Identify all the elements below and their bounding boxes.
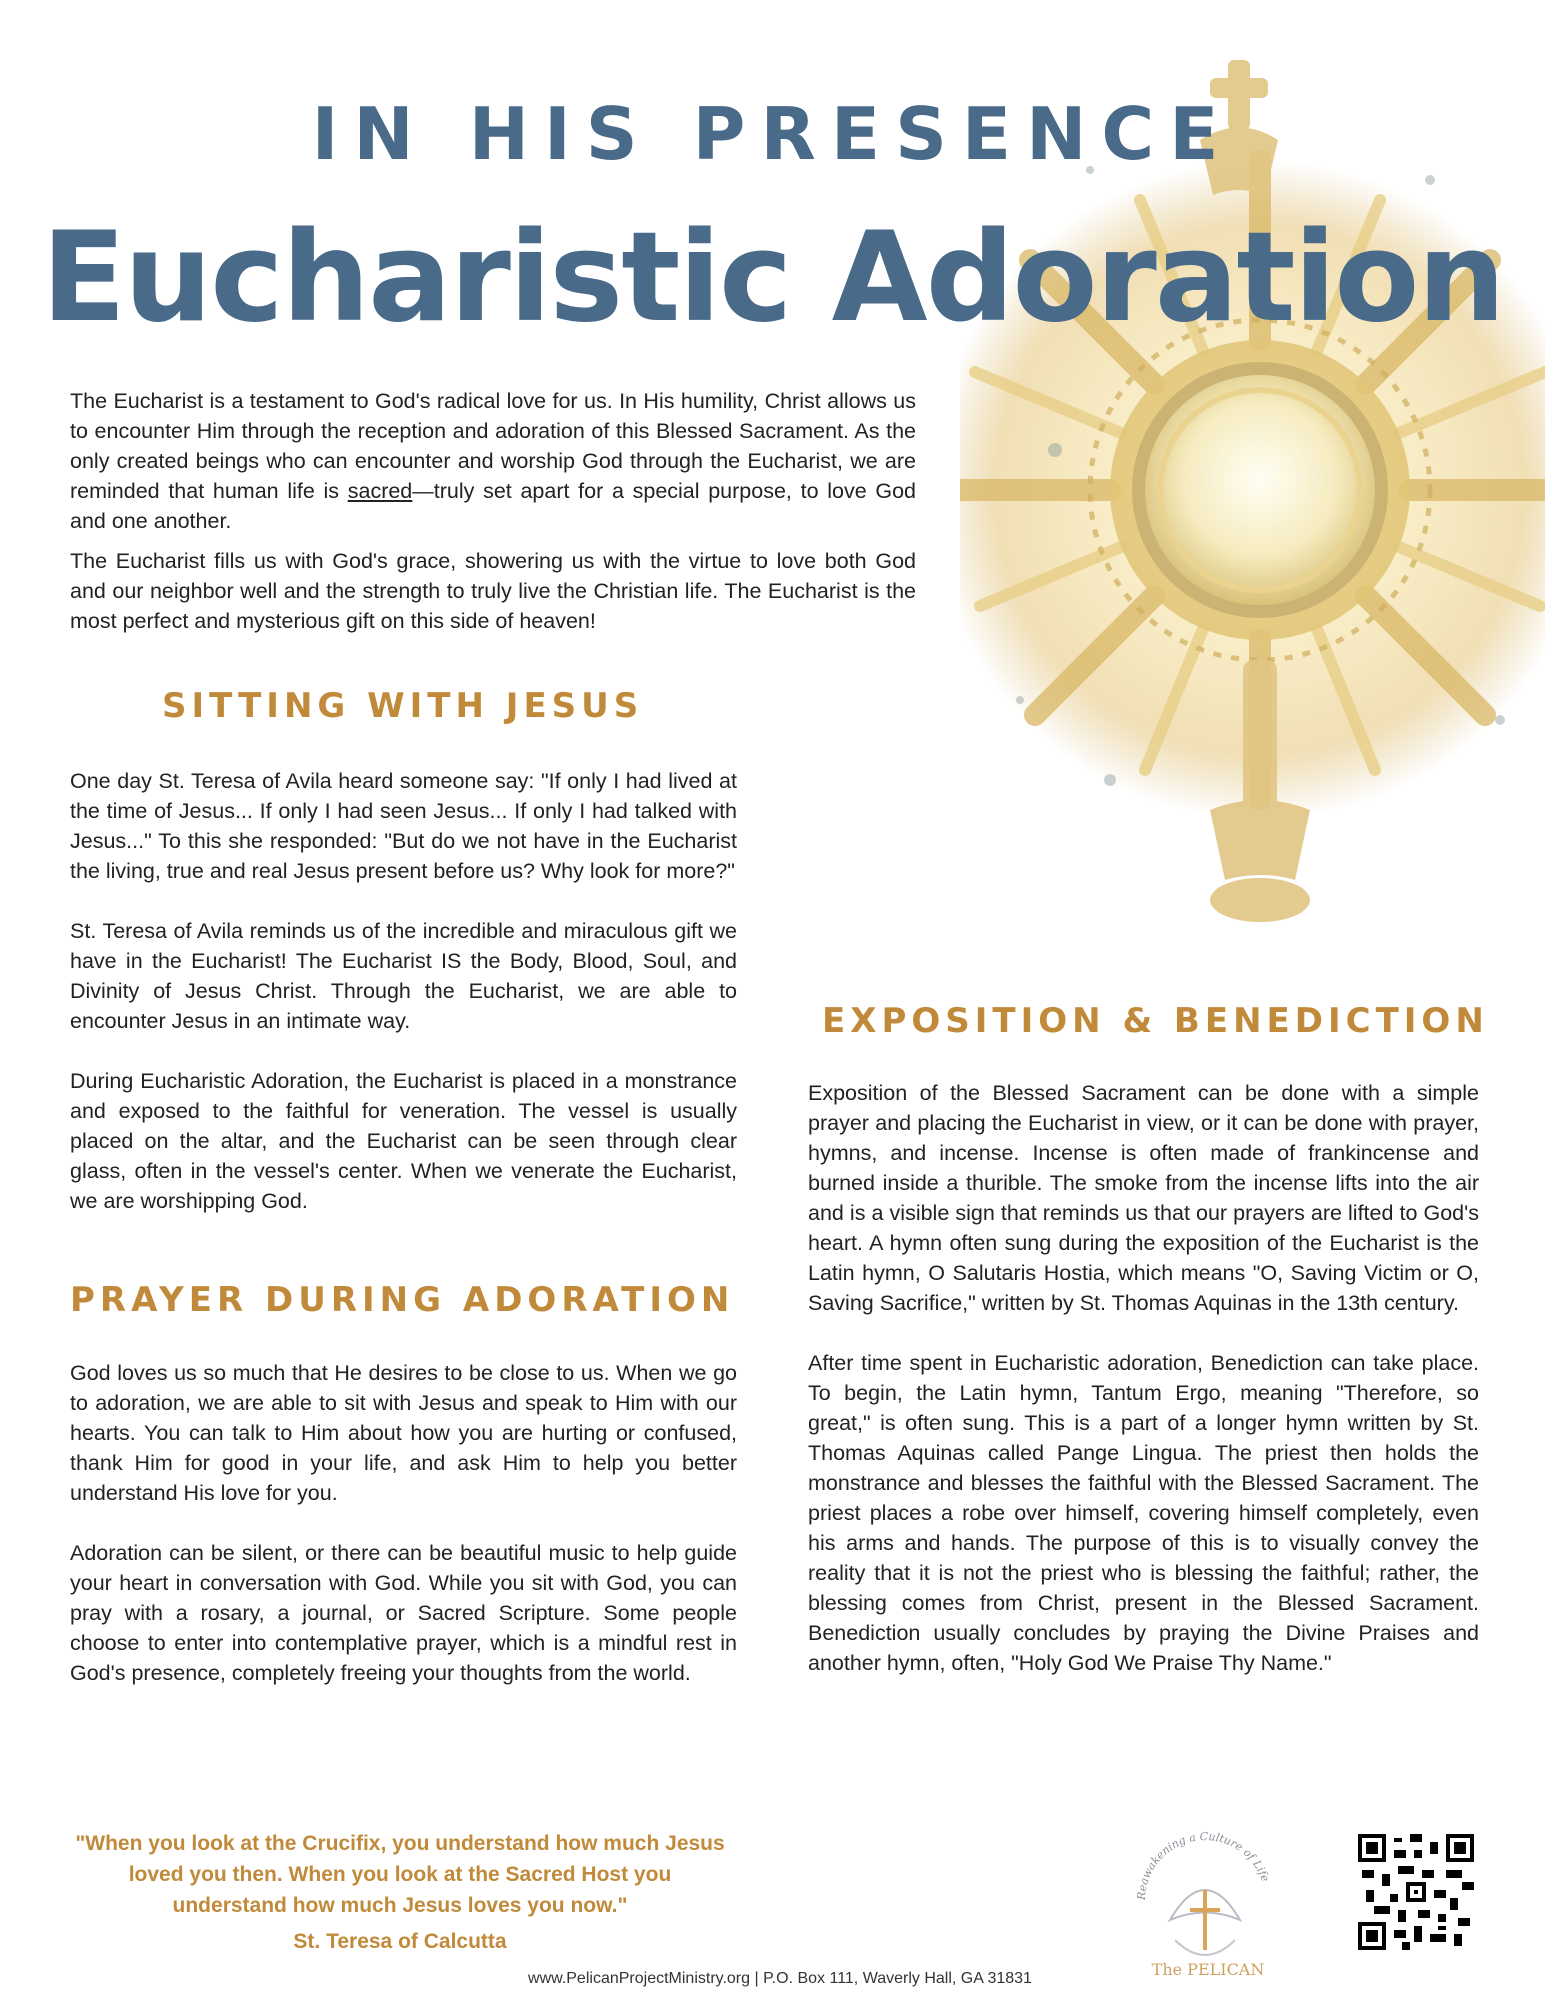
quote-attribution: St. Teresa of Calcutta [293,1930,507,1953]
sitting-paragraph-3: During Eucharistic Adoration, the Eucharist is placed in a monstrance and exposed to the faithful for veneration. The vessel is usually placed on the altar, and the Eucharist can be seen through clear glass, often in the vessel's center. When we venerate the Eucharist, we are worshipping God. [70,1069,737,1213]
page-title: Eucharistic Adoration [41,206,1504,350]
page-kicker: IN HIS PRESENCE [311,92,1234,176]
footer-contact: www.PelicanProjectMinistry.org | P.O. Box 111, Waverly Hall, GA 31831 [528,1970,1032,1987]
intro-text-start: The Eucharist is a testament to God's radical love for us. In His humility, Christ allows us to encounter Him through the reception and adoration of this Blessed Sacrament. As the only created beings who can encounter and worship God through the Eucharist, we are reminded that human life is [70,389,916,503]
intro-sacred-underlined: sacred [347,479,413,503]
intro-text-end: —truly set apart for a special purpose, to love God and one another. [70,479,916,533]
intro-paragraph-2: The Eucharist fills us with God's grace, showering us with the virtue to love both God and our neighbor well and the strength to truly live the Christian life. The Eucharist is the most perfect and mysterious gift on this side of heaven! [70,549,916,633]
sitting-section [70,766,737,1226]
exposition-paragraph-1: Exposition of the Blessed Sacrament can be done with a simple prayer and placing the Eucharist in view, or it can be done with prayer, hymns, and incense. Incense is often made of frankincense and burned inside a thurible. The smoke from the incense lifts into the air and is a visible sign that reminds us that our prayers are lifted to God's heart. A hymn often sung during the exposition of the Eucharist is the Latin hymn, O Salutaris Hostia, which means "O, Saving Victim or O, Saving Sacrifice," written by St. Thomas Aquinas in the 13th century. [808,1081,1479,1315]
prayer-paragraph-2: Adoration can be silent, or there can be beautiful music to help guide your heart in conversation with God. While you sit with God, you can pray with a rosary, a journal, or Sacred Scripture. Some people choose to enter into contemplative prayer, which is a mindful rest in God's presence, completely freeing your thoughts from the world. [70,1541,737,1685]
heading-sitting-with-jesus: SITTING WITH JESUS [162,686,644,726]
logo-name: The PELICAN [1151,1960,1265,1979]
intro-paragraph-1 [70,386,916,536]
exposition-section [808,1078,1479,1688]
intro-section [70,386,916,646]
prayer-paragraph-1: God loves us so much that He desires to be close to us. When we go to adoration, we are able to sit with Jesus and speak to Him with our hearts. You can talk to Him about how you are hurting or confused, thank Him for good in your life, and ask Him to help you better understand His love for you. [70,1361,737,1505]
logo-arc-text: Reawakening a Culture of Life [1134,1829,1272,1901]
heading-prayer-during-adoration: PRAYER DURING ADORATION [70,1280,735,1320]
qr-code[interactable] [1358,1834,1474,1950]
prayer-section [70,1358,737,1698]
heading-exposition-benediction: EXPOSITION & BENEDICTION [822,1001,1489,1041]
sitting-paragraph-1: One day St. Teresa of Avila heard someone say: "If only I had lived at the time of Jesus... If only I had seen Jesus... If only I had talked with Jesus..." To this she responded: "But do we not have in the Eucharist the living, true and real Jesus present before us? Why look for more?" [70,769,737,883]
exposition-paragraph-2: After time spent in Eucharistic adoration, Benediction can take place. To begin, the Latin hymn, Tantum Ergo, meaning "Therefore, so great," is often sung. This is a part of a longer hymn written by St. Thomas Aquinas called Pange Lingua. The priest then holds the monstrance and blesses the faithful with the Blessed Sacrament. The priest places a robe over himself, covering himself completely, even his arms and hands. The purpose of this is to visually convey the reality that it is not the priest who is blessing the faithful; rather, the blessing comes from Christ, present in the Blessed Sacrament. Benediction usually concludes by praying the Divine Praises and another hymn, often, "Holy God We Praise Thy Name." [808,1351,1479,1675]
closing-quote: "When you look at the Crucifix, you understand how much Jesus loved you then. When you look at the Sacred Host you understand how much Jesus loves you now." [75,1832,725,1917]
sitting-paragraph-2: St. Teresa of Avila reminds us of the incredible and miraculous gift we have in the Eucharist! The Eucharist IS the Body, Blood, Soul, and Divinity of Jesus Christ. Through the Eucharist, we are able to encounter Jesus in an intimate way. [70,919,737,1033]
